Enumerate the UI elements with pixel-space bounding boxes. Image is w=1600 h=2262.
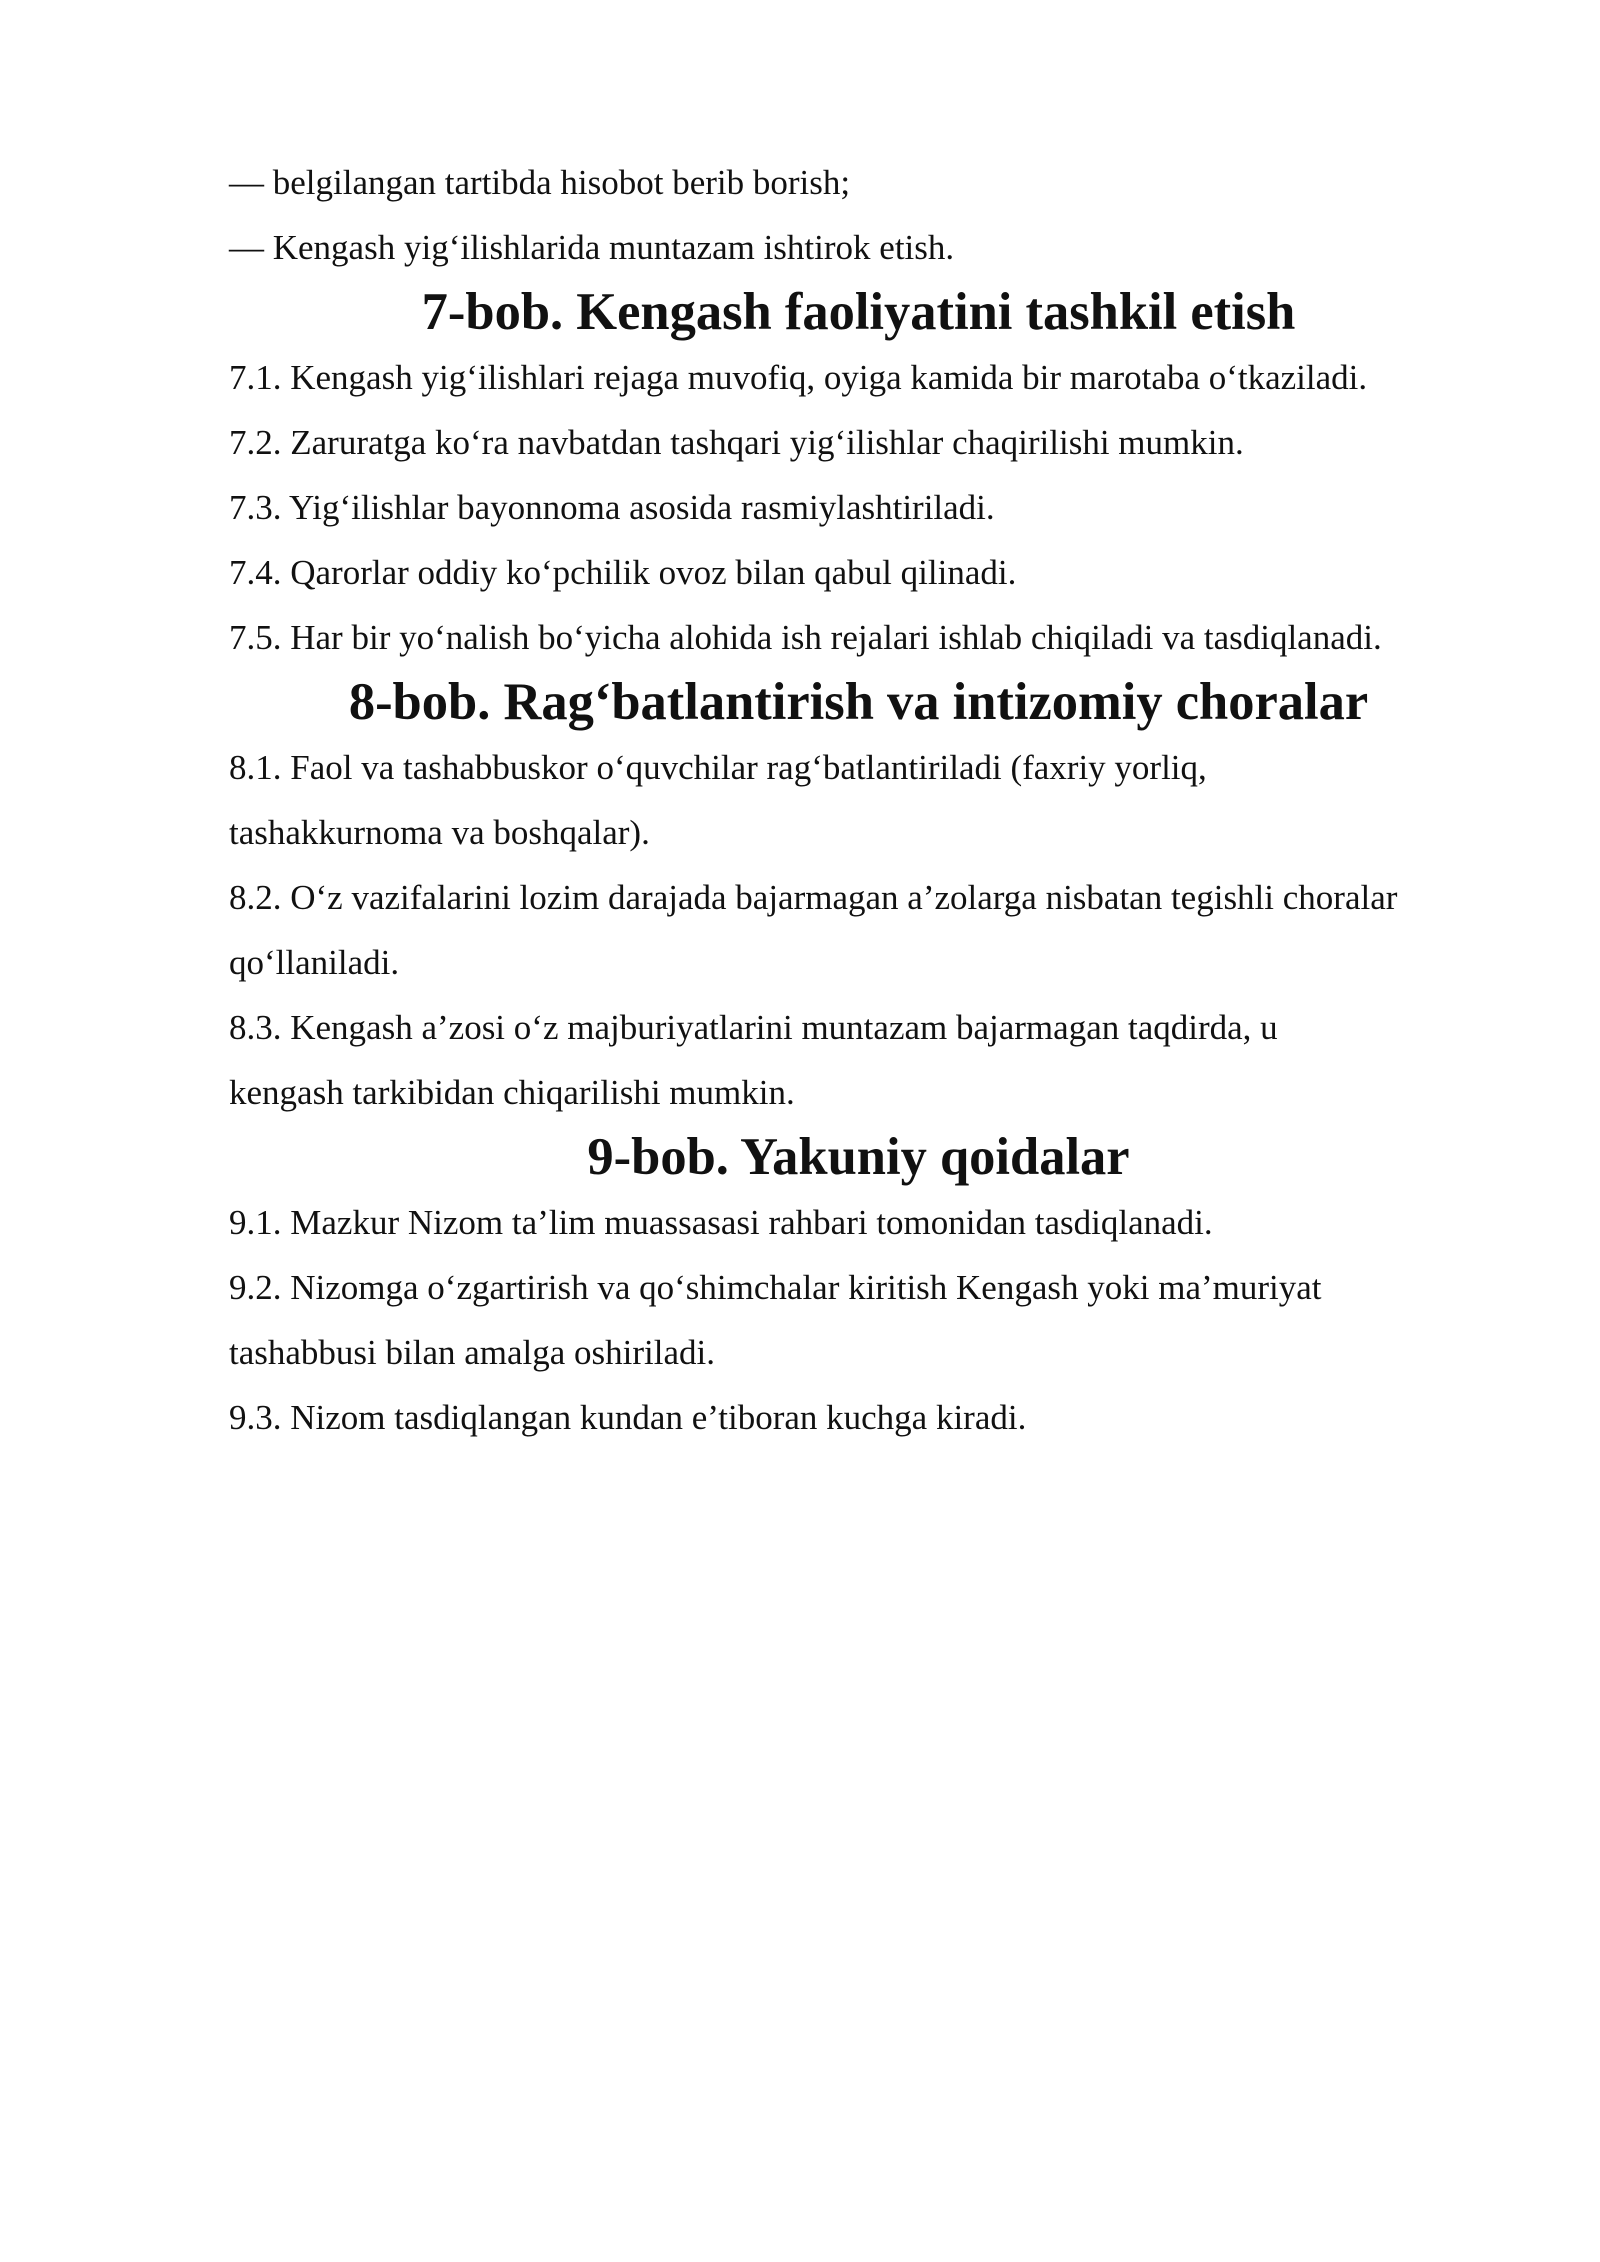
clause-7-1: 7.1. Kengash yigʻilishlari rejaga muvofiq, oyiga kamida bir marotaba oʻtkaziladi. bbox=[229, 358, 1368, 397]
clause-7-3: 7.3. Yigʻilishlar bayonnoma asosida rasmiylashtiriladi. bbox=[229, 488, 995, 527]
chapter-heading: 7-bob. Kengash faoliyatini tashkil etish bbox=[421, 283, 1296, 341]
chapter-heading: 8-bob. Ragʻbatlantirish va intizomiy choralar bbox=[348, 673, 1369, 731]
clause-line: 8.3. Kengash a’zosi oʻz majburiyatlarini muntazam bajarmagan taqdirda, u bbox=[229, 1008, 1278, 1047]
clause-8-2 bbox=[229, 865, 1499, 995]
clause-line: 9.2. Nizomga oʻzgartirish va qoʻshimchalar kiritish Kengash yoki ma’muriyat bbox=[229, 1268, 1322, 1307]
clause-7-5: 7.5. Har bir yoʻnalish boʻyicha alohida ish rejalari ishlab chiqiladi va tasdiqlanadi. bbox=[229, 618, 1382, 657]
clause-line: 8.1. Faol va tashabbuskor oʻquvchilar ragʻbatlantiriladi (faxriy yorliq, bbox=[229, 748, 1207, 787]
bullet-item: — Kengash yigʻilishlarida muntazam ishtirok etish. bbox=[229, 228, 955, 267]
clause-line: kengash tarkibidan chiqarilishi mumkin. bbox=[229, 1073, 795, 1112]
clause-line: qoʻllaniladi. bbox=[229, 943, 400, 982]
clause-8-3 bbox=[229, 995, 1499, 1125]
document-page bbox=[229, 150, 1499, 1450]
clause-7-4: 7.4. Qarorlar oddiy koʻpchilik ovoz bilan qabul qilinadi. bbox=[229, 553, 1017, 592]
clause-7-2: 7.2. Zaruratga koʻra navbatdan tashqari yigʻilishlar chaqirilishi mumkin. bbox=[229, 423, 1244, 462]
clause-9-2 bbox=[229, 1255, 1499, 1385]
clause-8-1 bbox=[229, 735, 1499, 865]
clause-line: tashabbusi bilan amalga oshiriladi. bbox=[229, 1333, 716, 1372]
bullet-item: — belgilangan tartibda hisobot berib borish; bbox=[229, 163, 851, 202]
clause-line: 8.2. Oʻz vazifalarini lozim darajada bajarmagan a’zolarga nisbatan tegishli choralar bbox=[229, 878, 1398, 917]
chapter-heading: 9-bob. Yakuniy qoidalar bbox=[587, 1128, 1130, 1186]
clause-9-1: 9.1. Mazkur Nizom ta’lim muassasasi rahbari tomonidan tasdiqlanadi. bbox=[229, 1203, 1213, 1242]
clause-line: tashakkurnoma va boshqalar). bbox=[229, 813, 650, 852]
clause-9-3: 9.3. Nizom tasdiqlangan kundan e’tiboran kuchga kiradi. bbox=[229, 1398, 1027, 1437]
